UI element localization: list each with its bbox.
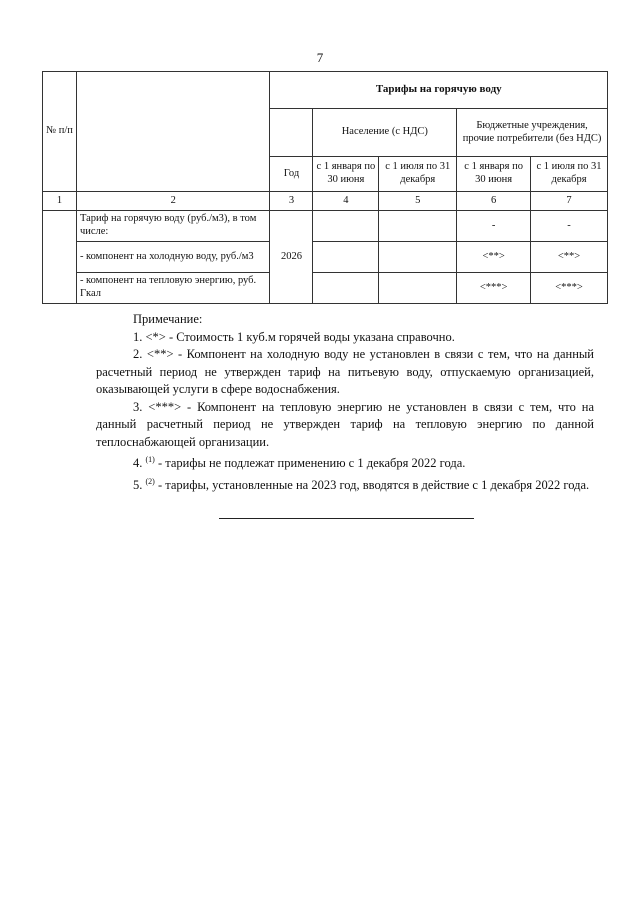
cell-value: [379, 242, 457, 273]
cell-value: <***>: [531, 273, 608, 304]
note-5-sup: (2): [145, 476, 155, 486]
row-label-cold-water: - компонент на холодную воду, руб./м3: [76, 242, 270, 273]
note-4-text: - тарифы не подлежат применению с 1 декабря 2022 года.: [157, 456, 466, 471]
header-num: № п/п: [43, 72, 77, 192]
header-period-4: с 1 июля по 31 декабря: [531, 157, 608, 192]
note-3: 3. <***> - Компонент на тепловую энергию не установлен в связи с тем, что на данный расчетный период не утвержден тариф на тепловую энергию по данной теплоснабжающей организации.: [96, 399, 594, 449]
col-number-5: 5: [379, 192, 457, 211]
col-number-3: 3: [270, 192, 313, 211]
cell-value: -: [457, 211, 531, 242]
row-label-heat: - компонент на тепловую энергию, руб. Гкал: [76, 273, 270, 304]
cell-value: [313, 211, 379, 242]
notes: [96, 311, 594, 494]
header-population: Население (с НДС): [313, 109, 457, 157]
note-5-prefix: 5.: [133, 477, 143, 492]
row-num-empty: [43, 211, 77, 304]
table-row: [43, 273, 608, 304]
cell-value: <**>: [531, 242, 608, 273]
header-blank: [76, 72, 270, 192]
tariff-table: [42, 71, 608, 304]
page-number: 7: [316, 50, 324, 65]
note-2: 2. <**> - Компонент на холодную воду не установлен в связи с тем, что на данный расчетный период не утвержден тариф на питьевую воду, отпускаемую организацией, оказывающей услуги в сфере водоснабжения.: [96, 347, 594, 396]
note-5-text: - тарифы, установленные на 2023 год, вводятся в действие с 1 декабря 2022 года.: [157, 477, 590, 492]
col-number-2: 2: [76, 192, 270, 211]
note-5: [96, 473, 594, 495]
header-year-top: [270, 109, 313, 157]
note-4-prefix: 4.: [133, 456, 143, 471]
col-number-1: 1: [43, 192, 77, 211]
note-4-sup: (1): [145, 455, 155, 464]
header-period-3: с 1 января по 30 июня: [457, 157, 531, 192]
col-number-4: 4: [313, 192, 379, 211]
header-year: Год: [270, 157, 313, 192]
note-4: [96, 451, 594, 473]
table-row: [43, 211, 608, 242]
table-title: Тарифы на горячую воду: [270, 72, 608, 109]
header-period-2: с 1 июля по 31 декабря: [379, 157, 457, 192]
col-number-7: 7: [531, 192, 608, 211]
divider-line: [219, 518, 474, 519]
note-1: 1. <*> - Стоимость 1 куб.м горячей воды указана справочно.: [133, 329, 455, 344]
cell-value: [313, 242, 379, 273]
cell-value: [313, 273, 379, 304]
year-value: 2026: [270, 211, 313, 304]
table-row: [43, 242, 608, 273]
cell-value: <**>: [457, 242, 531, 273]
notes-heading: Примечание:: [133, 312, 203, 326]
header-budget: Бюджетные учреждения, прочие потребители (без НДС): [457, 109, 608, 157]
cell-value: <***>: [457, 273, 531, 304]
cell-value: [379, 273, 457, 304]
header-period-1: с 1 января по 30 июня: [313, 157, 379, 192]
cell-value: -: [531, 211, 608, 242]
cell-value: [379, 211, 457, 242]
row-label-hot-water: Тариф на горячую воду (руб./м3), в том числе:: [76, 211, 270, 242]
col-number-6: 6: [457, 192, 531, 211]
